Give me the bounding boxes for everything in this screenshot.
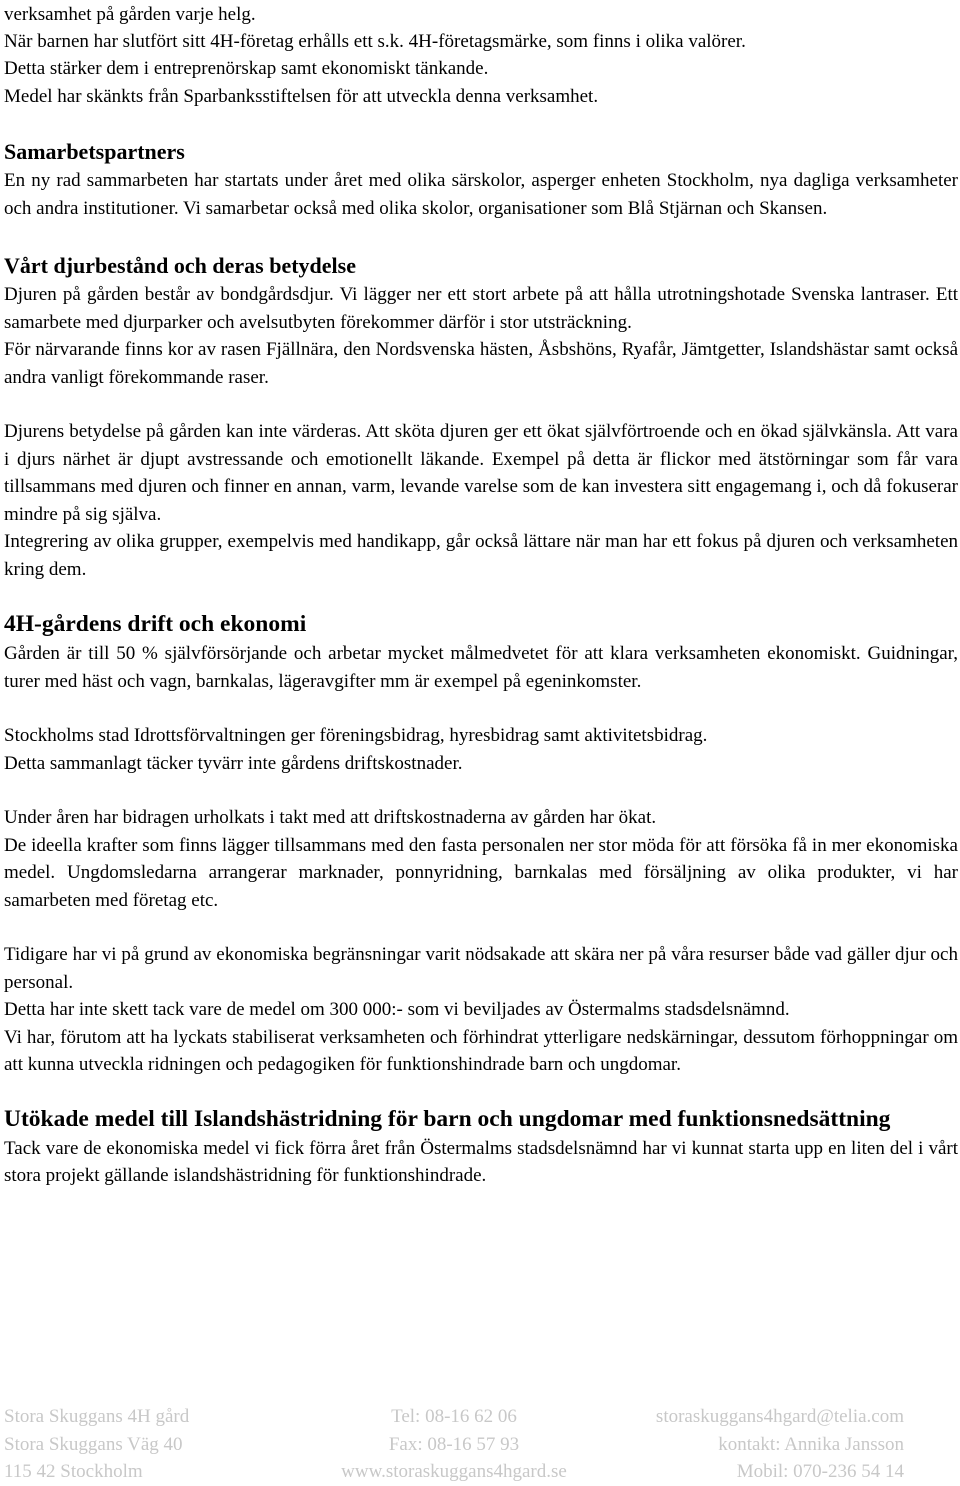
djurbestand-paragraph-2: För närvarande finns kor av rasen Fjällnära, den Nordsvenska hästen, Åsbshöns, Ryafår, Jämtgetter, Islandshästar samt också andra vanligt förekommande raser. bbox=[4, 339, 958, 388]
footer-mobile: Mobil: 070-236 54 14 bbox=[736, 1461, 904, 1482]
utokade-medel-heading: Utökade medel till Islandshästridning för barn och ungdomar med funktionsnedsättning bbox=[4, 1105, 891, 1132]
intro-line-3: Detta stärker dem i entreprenörskap samt ekonomiskt tänkande. bbox=[4, 58, 489, 79]
ekonomi-paragraph-1: Gården är till 50 % självförsörjande och arbetar mycket målmedvetet för att klara verksamheten ekonomiskt. Guidningar, turer med häst och vagn, barnkalas, lägeravgifter mm är exempel på egeninkomster. bbox=[4, 643, 958, 692]
page-footer bbox=[4, 1403, 904, 1486]
ekonomi-paragraph-2b: Detta sammanlagt täcker tyvärr inte gårdens driftskostnader. bbox=[4, 752, 463, 774]
ekonomi-paragraph-3a: Under åren har bidragen urholkats i takt med att driftskostnaderna av gården har ökat. bbox=[4, 807, 657, 828]
intro-line-1: verksamhet på gården varje helg. bbox=[4, 4, 256, 25]
samarbetspartners-text: En ny rad sammarbeten har startats under året med olika särskolor, asperger enheten Stockholm, nya dagliga verksamheter och andra institutioner. Vi samarbetar också med olika skolor, organisationer som Blå Stjärnan och Skansen. bbox=[4, 170, 958, 219]
footer-org-name: Stora Skuggans 4H gård bbox=[4, 1406, 190, 1427]
footer-row-1 bbox=[4, 1403, 904, 1431]
ekonomi-paragraph-3b: De ideella krafter som finns lägger tillsammans med den fasta personalen ner stor möda för att försöka få in mer ekonomiska medel. Ungdomsledarna arrangerar marknader, ponnyridning, barnkalas med försäljning av olika produkter, vi har samarbeten med företag etc. bbox=[4, 834, 958, 911]
footer-street-address: Stora Skuggans Väg 40 bbox=[4, 1433, 183, 1455]
samarbetspartners-heading: Samarbetspartners bbox=[4, 139, 185, 164]
footer-contact-person: kontakt: Annika Jansson bbox=[718, 1433, 904, 1455]
footer-telephone: Tel: 08-16 62 06 bbox=[391, 1406, 517, 1427]
intro-line-4: Medel har skänkts från Sparbanksstiftelsen för att utveckla denna verksamhet. bbox=[4, 85, 599, 107]
utokade-medel-text: Tack vare de ekonomiska medel vi fick förra året från Östermalms stadsdelsnämnd har vi kunnat starta upp en liten del i vårt stora projekt gällande islandshästridning för funktionshindrade. bbox=[4, 1137, 958, 1186]
ekonomi-paragraph-4c: Vi har, förutom att ha lyckats stabiliserat verksamheten och förhindrat ytterligare nedskärningar, dessutom förhoppningar om att kunna utveckla ridningen och pedagogiken för funktionshindrade barn och ungdomar. bbox=[4, 1026, 958, 1075]
intro-line-2: När barnen har slutfört sitt 4H-företag erhålls ett s.k. 4H-företagsmärke, som finns i olika valörer. bbox=[4, 30, 746, 52]
ekonomi-paragraph-4a: Tidigare har vi på grund av ekonomiska begränsningar varit nödsakade att skära ner på våra resurser både vad gäller djur och personal. bbox=[4, 944, 958, 993]
footer-row-3 bbox=[4, 1458, 904, 1486]
footer-row-2 bbox=[4, 1431, 904, 1459]
ekonomi-heading: 4H-gårdens drift och ekonomi bbox=[4, 611, 307, 637]
ekonomi-paragraph-4b: Detta har inte skett tack vare de medel om 300 000:- som vi beviljades av Östermalms stadsdelsnämnd. bbox=[4, 999, 790, 1020]
document-page bbox=[4, 0, 958, 1190]
djurbestand-paragraph-4: Integrering av olika grupper, exempelvis med handikapp, går också lättare när man har ett fokus på djuren och verksamheten kring dem. bbox=[4, 531, 958, 580]
footer-website: www.storaskuggans4hgard.se bbox=[341, 1461, 567, 1482]
footer-email: storaskuggans4hgard@telia.com bbox=[655, 1406, 904, 1427]
djurbestand-heading: Vårt djurbestånd och deras betydelse bbox=[4, 253, 356, 278]
footer-fax: Fax: 08-16 57 93 bbox=[388, 1433, 520, 1455]
djurbestand-paragraph-1: Djuren på gården består av bondgårdsdjur. Vi lägger ner ett stort arbete på att hålla utrotningshotade Svenska lantraser. Ett samarbete med djurparker och avelsutbyten förekommer därför i stor utsträckning. bbox=[4, 284, 958, 333]
djurbestand-paragraph-3: Djurens betydelse på gården kan inte värderas. Att sköta djuren ger ett ökat självförtroende och en ökad självkänsla. Att vara i djurs närhet är djupt avstressande och emotionellt läkande. Exempel på detta är flickor med ätstörningar som får vara tillsammans med djuren och finner en annan, varm, levande varelse som de kan investera sitt engagemang i, och då fokuserar mindre på sig själva. bbox=[4, 421, 958, 525]
ekonomi-paragraph-2a: Stockholms stad Idrottsförvaltningen ger föreningsbidrag, hyresbidrag samt aktivitetsbidrag. bbox=[4, 725, 708, 746]
footer-postal-address: 115 42 Stockholm bbox=[4, 1461, 143, 1482]
